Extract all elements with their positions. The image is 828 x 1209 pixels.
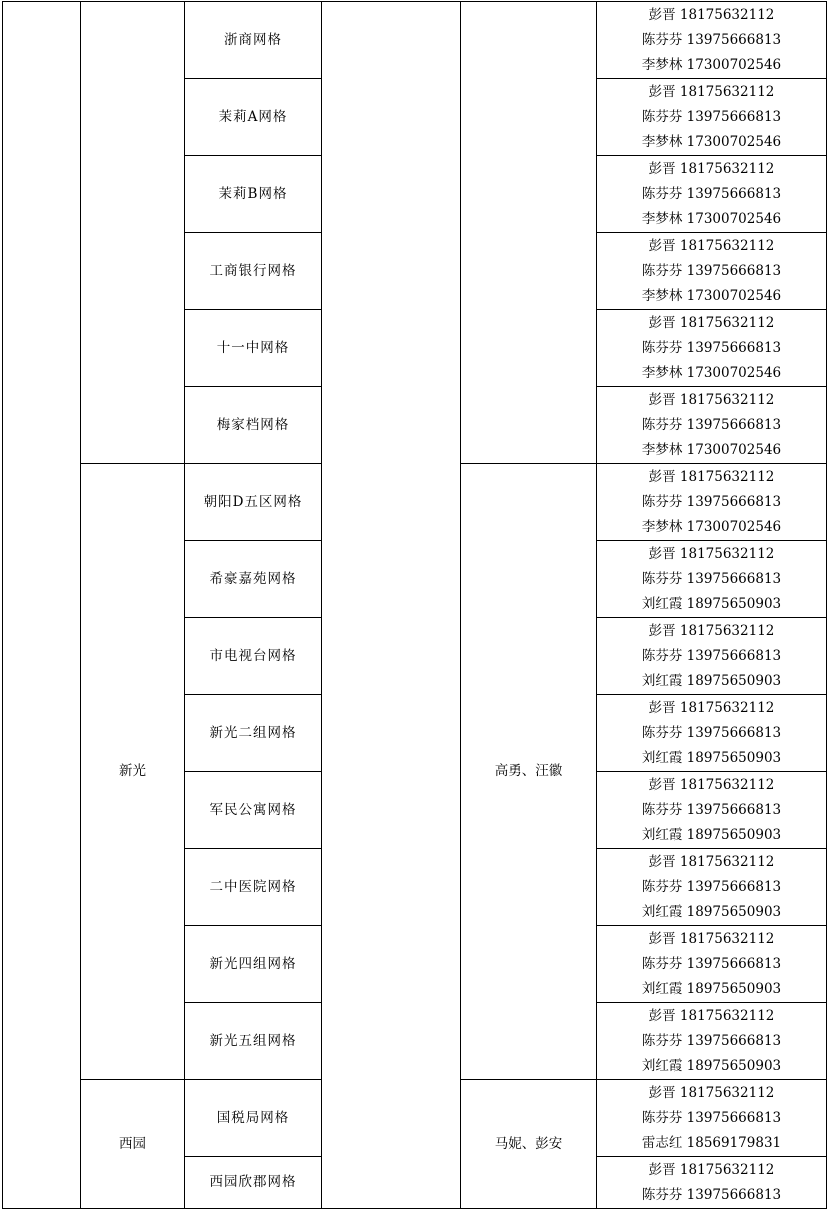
contact-line: 陈芬芬 13975666813 [641,725,782,741]
contact-line: 李梦林 17300702546 [641,519,782,535]
contacts-cell [597,2,827,79]
contacts-cell [597,695,827,772]
contact-line: 彭晋 18175632112 [648,623,775,639]
contacts-cell [597,618,827,695]
contact-line: 陈芬芬 13975666813 [641,1110,782,1126]
contact-line: 陈芬芬 13975666813 [641,417,782,433]
contact-line: 彭晋 18175632112 [648,1162,775,1178]
contact-line: 彭晋 18175632112 [648,238,775,254]
contact-line: 陈芬芬 13975666813 [641,802,782,818]
contact-line: 陈芬芬 13975666813 [641,1187,782,1203]
contact-line: 彭晋 18175632112 [648,700,775,716]
contact-line: 李梦林 17300702546 [641,442,782,458]
contacts-cell [597,849,827,926]
contact-line: 彭晋 18175632112 [648,854,775,870]
grid-name-cell: 军民公寓网格 [185,772,322,849]
grid-name-cell: 市电视台网格 [185,618,322,695]
grid-name-cell: 二中医院网格 [185,849,322,926]
contact-line: 彭晋 18175632112 [648,84,775,100]
contacts-cell [597,387,827,464]
grid-name-cell: 工商银行网格 [185,233,322,310]
contact-line: 李梦林 17300702546 [641,134,782,150]
contact-line: 彭晋 18175632112 [648,1008,775,1024]
table-body [3,2,827,1209]
contact-line: 刘红霞 18975650903 [641,827,782,843]
table-row [3,2,827,79]
contact-line: 刘红霞 18975650903 [641,904,782,920]
contact-line: 刘红霞 18975650903 [641,673,782,689]
first-column-cell [3,2,81,1209]
grid-name-cell: 茉莉A网格 [185,79,322,156]
contact-line: 雷志红 18569179831 [641,1135,782,1151]
contact-line: 刘红霞 18975650903 [641,981,782,997]
grid-name-cell: 茉莉B网格 [185,156,322,233]
contacts-cell [597,233,827,310]
contacts-cell [597,772,827,849]
contact-line: 彭晋 18175632112 [648,315,775,331]
community-cell: 西园 [81,1080,185,1209]
contacts-cell [597,79,827,156]
leaders-cell [461,2,597,464]
grid-name-cell: 浙商网格 [185,2,322,79]
community-cell [81,2,185,464]
contacts-cell [597,541,827,618]
grid-name-cell: 十一中网格 [185,310,322,387]
contact-line: 李梦林 17300702546 [641,57,782,73]
contacts-cell [597,1080,827,1157]
grid-name-cell: 西园欣郡网格 [185,1157,322,1209]
contacts-cell [597,156,827,233]
contact-line: 陈芬芬 13975666813 [641,109,782,125]
contact-line: 陈芬芬 13975666813 [641,648,782,664]
grid-name-cell: 希豪嘉苑网格 [185,541,322,618]
contact-line: 刘红霞 18975650903 [641,750,782,766]
contacts-cell [597,1157,827,1209]
contact-line: 陈芬芬 13975666813 [641,186,782,202]
leaders-cell: 马妮、彭安 [461,1080,597,1209]
contact-line: 彭晋 18175632112 [648,777,775,793]
contact-line: 彭晋 18175632112 [648,1085,775,1101]
contact-line: 刘红霞 18975650903 [641,1058,782,1074]
contact-line: 彭晋 18175632112 [648,469,775,485]
contact-line: 彭晋 18175632112 [648,161,775,177]
contact-line: 陈芬芬 13975666813 [641,32,782,48]
contact-line: 彭晋 18175632112 [648,546,775,562]
leaders-cell: 高勇、汪徽 [461,464,597,1080]
community-cell: 新光 [81,464,185,1080]
contacts-cell [597,464,827,541]
contact-line: 陈芬芬 13975666813 [641,879,782,895]
empty-column-cell [322,2,461,1209]
contact-line: 彭晋 18175632112 [648,392,775,408]
grid-name-cell: 梅家档网格 [185,387,322,464]
contact-line: 李梦林 17300702546 [641,365,782,381]
grid-name-cell: 国税局网格 [185,1080,322,1157]
contact-line: 李梦林 17300702546 [641,211,782,227]
contact-line: 陈芬芬 13975666813 [641,956,782,972]
grid-name-cell: 新光四组网格 [185,926,322,1003]
contacts-cell [597,926,827,1003]
contact-line: 陈芬芬 13975666813 [641,571,782,587]
grid-name-cell: 新光二组网格 [185,695,322,772]
grid-name-cell: 朝阳D五区网格 [185,464,322,541]
contact-line: 彭晋 18175632112 [648,931,775,947]
contacts-cell [597,1003,827,1080]
contacts-cell [597,310,827,387]
contact-line: 陈芬芬 13975666813 [641,340,782,356]
contact-line: 李梦林 17300702546 [641,288,782,304]
contact-line: 陈芬芬 13975666813 [641,1033,782,1049]
grid-name-cell: 新光五组网格 [185,1003,322,1080]
contact-line: 陈芬芬 13975666813 [641,263,782,279]
grid-contact-table [2,1,827,1209]
contact-line: 刘红霞 18975650903 [641,596,782,612]
contact-line: 彭晋 18175632112 [648,7,775,23]
contact-line: 陈芬芬 13975666813 [641,494,782,510]
